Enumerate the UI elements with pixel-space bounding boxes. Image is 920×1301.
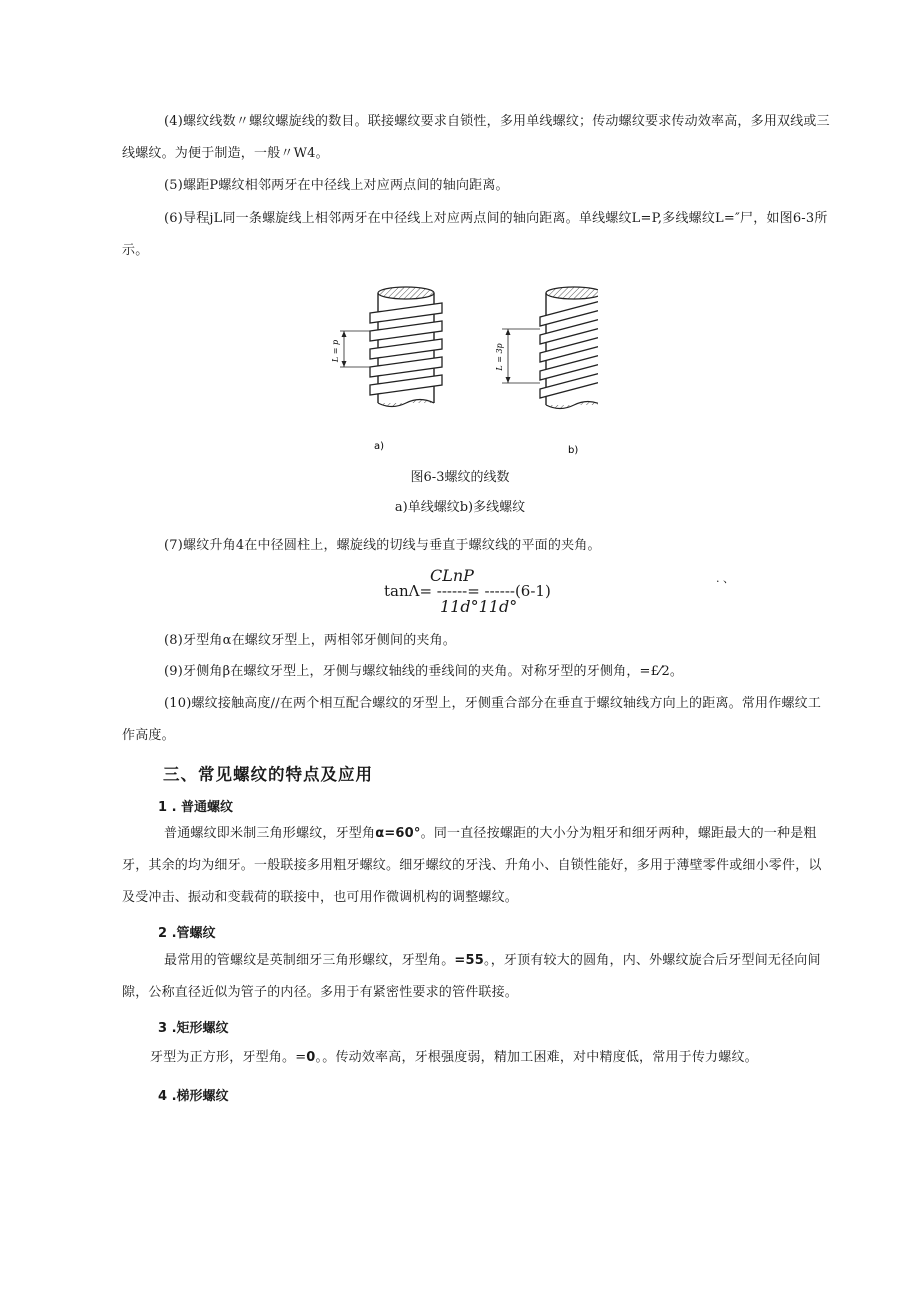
section-heading: 三、常见螺纹的特点及应用 — [163, 765, 373, 784]
formula-denominator: 11d°11d° — [440, 597, 518, 616]
figure-label-a: a) — [374, 441, 385, 452]
paragraph-profile-angle: (8)牙型角α在螺纹牙型上，两相邻牙侧间的夹角。 — [164, 633, 456, 648]
figure-caption-sub: a)单线螺纹b)多线螺纹 — [394, 500, 526, 515]
paragraph-contact-height: (10)螺纹接触高度//在两个相互配合螺纹的牙型上，牙侧重合部分在垂直于螺纹轴线方向上的距离。常用作螺纹工作高度。 — [122, 696, 822, 743]
formula-stray-mark: . 、 — [716, 572, 734, 585]
formula-main: tanΛ= ------= ------(6-1) — [384, 582, 551, 600]
subhead-square-thread: 3 .矩形螺纹 — [158, 1021, 229, 1036]
figure-label-b: b) — [568, 445, 579, 456]
paragraph-flank-angle: (9)牙侧角β在螺纹牙型上，牙侧与螺纹轴线的垂线间的夹角。对称牙型的牙侧角，=£⁄2。 — [164, 664, 684, 679]
dimension-label-b: L = 3p — [495, 343, 504, 371]
figure-caption-title: 图6-3螺纹的线数 — [410, 470, 510, 485]
paragraph-lead-angle: (7)螺纹升角4在中径圆柱上，螺旋线的切线与垂直于螺纹线的平面的夹角。 — [164, 538, 601, 553]
figure-thread-count — [322, 273, 598, 461]
subhead-common-thread: 1 . 普通螺纹 — [158, 800, 234, 815]
paragraph-square-thread: 牙型为正方形，牙型角。=0。。传动效率高，牙根强度弱，精加工困难，对中精度低，常用于传力螺纹。 — [150, 1050, 758, 1065]
paragraph-lead: (6)导程jL同一条螺旋线上相邻两牙在中径线上对应两点间的轴向距离。单线螺纹L=P,多线螺纹L=″尸，如图6-3所示。 — [122, 211, 828, 258]
paragraph-pipe-thread: 最常用的管螺纹是英制细牙三角形螺纹，牙型角。=55。，牙顶有较大的圆角，内、外螺纹旋合后牙型间无径向间隙，公称直径近似为管子的内径。多用于有紧密性要求的管件联接。 — [122, 953, 821, 1000]
dimension-label-a: L = p — [331, 339, 340, 363]
formula-numerator: CLnP — [430, 566, 474, 585]
single-start-screw-drawing — [331, 287, 442, 452]
subhead-trapezoidal-thread: 4 .梯形螺纹 — [158, 1089, 229, 1104]
paragraph-thread-count: (4)螺纹线数〃螺纹螺旋线的数目。联接螺纹要求自锁性，多用单线螺纹；传动螺纹要求传动效率高，多用双线或三线螺纹。为便于制造，一般〃W4。 — [122, 114, 830, 161]
multi-start-screw-drawing — [495, 287, 598, 456]
paragraph-pitch: (5)螺距P螺纹相邻两牙在中径线上对应两点间的轴向距离。 — [164, 178, 509, 193]
subhead-pipe-thread: 2 .管螺纹 — [158, 926, 216, 941]
paragraph-common-thread: 普通螺纹即米制三角形螺纹，牙型角α=60°。同一直径按螺距的大小分为粗牙和细牙两种，螺距最大的一种是粗牙，其余的均为细牙。一般联接多用粗牙螺纹。细牙螺纹的牙浅、升角小、自锁性能好，多用于薄壁零件或细小零件，以及受冲击、振动和变载荷的联接中，也可用作微调机构的调整螺纹。 — [122, 826, 822, 905]
